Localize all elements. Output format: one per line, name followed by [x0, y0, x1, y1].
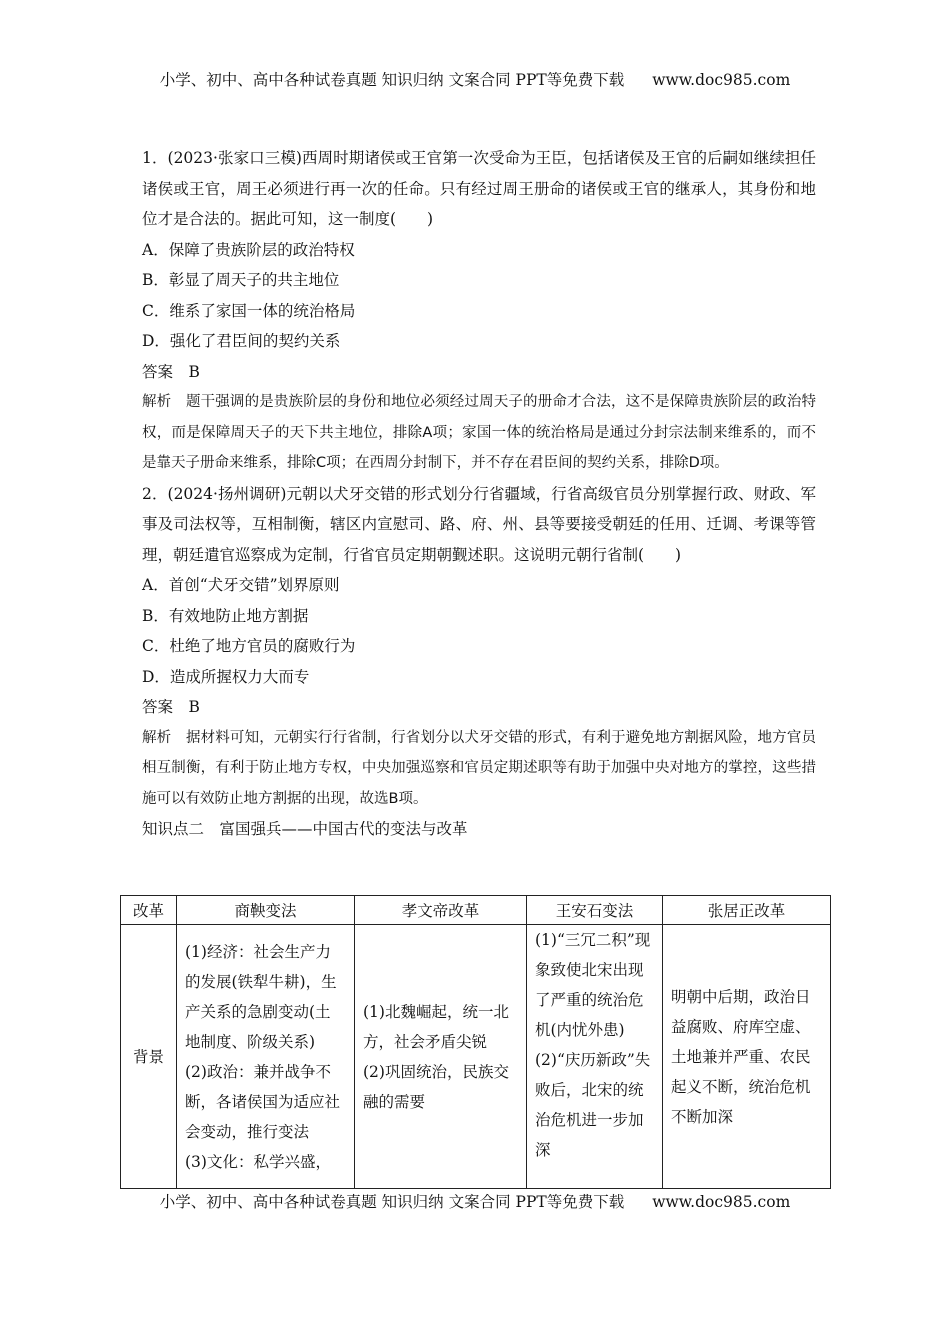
page-header [0, 68, 950, 90]
table-header-cell: 王安石变法 [527, 896, 663, 925]
table-cell: (1)北魏崛起，统一北方，社会矛盾尖锐 (2)巩固统治，民族交融的需要 [355, 925, 527, 1189]
question-1-stem: 1．(2023·张家口三模)西周时期诸侯或王官第一次受命为王臣，包括诸侯及王官的后嗣如继续担任诸侯或王官，周王必须进行再一次的任命。只有经过周王册命的诸侯或王官的继承人，其身份和地位才是合法的。据此可知，这一制度( ) [142, 149, 816, 228]
question-2-option-a: A．首创“犬牙交错”划界原则 [142, 576, 340, 594]
table-header-cell: 改革 [121, 896, 177, 925]
header-text: 小学、初中、高中各种试卷真题 知识归纳 文案合同 PPT等免费下载 [159, 71, 625, 89]
question-2-stem: 2．(2024·扬州调研)元朝以犬牙交错的形式划分行省疆域，行省高级官员分别掌握行政、财政、军事及司法权等，互相制衡，辖区内宣慰司、路、府、州、县等要接受朝廷的任用、迁调、考课等管理，朝廷遣官巡察成为定制，行省官员定期朝觐述职。这说明元朝行省制( ) [142, 484, 816, 564]
table-cell: 明朝中后期，政治日益腐败、府库空虚、土地兼并严重、农民起义不断，统治危机不断加深 [663, 925, 831, 1189]
question-1-answer: 答案 B [142, 362, 200, 381]
question-1-option-d: D．强化了君臣间的契约关系 [142, 332, 341, 350]
footer-site: www.doc985.com [652, 1193, 791, 1211]
question-1-option-c: C．维系了家国一体的统治格局 [142, 301, 356, 320]
page-footer [0, 1190, 950, 1212]
footer-text: 小学、初中、高中各种试卷真题 知识归纳 文案合同 PPT等免费下载 [159, 1193, 625, 1211]
table-row [121, 925, 831, 1189]
question-1-analysis: 解析 题干强调的是贵族阶层的身份和地位必须经过周天子的册命才合法，这不是保障贵族阶层的政治特权，而是保障周天子的天下共主地位，排除A项；家国一体的统治格局是通过分封宗法制来维系的，而不是靠天子册命来维系，排除C项；在西周分封制下，并不存在君臣间的契约关系，排除D项。 [142, 394, 816, 471]
question-2-answer: 答案 B [142, 698, 200, 716]
header-site: www.doc985.com [652, 71, 791, 89]
reform-comparison-table [120, 895, 831, 1189]
table-cell: (1)经济：社会生产力的发展(铁犁牛耕)，生产关系的急剧变动(土地制度、阶级关系) (2)政治：兼并战争不断，各诸侯国为适应社会变动，推行变法 (3)文化：私学兴盛， [177, 925, 355, 1189]
table-header-cell: 孝文帝改革 [355, 896, 527, 925]
knowledge-point-title: 知识点二 富国强兵——中国古代的变法与改革 [142, 820, 468, 838]
question-2-analysis: 解析 据材料可知，元朝实行行省制，行省划分以犬牙交错的形式，有利于避免地方割据风险，地方官员相互制衡，有利于防止地方专权，中央加强巡察和官员定期述职等有助于加强中央对地方的掌控，这些措施可以有效防止地方割据的出现，故选B项。 [142, 729, 816, 807]
table-header-row [121, 896, 831, 925]
main-content [142, 143, 816, 844]
question-1-option-b: B．彰显了周天子的共主地位 [142, 271, 340, 289]
table-row-label: 背景 [121, 925, 177, 1189]
table-header-cell: 张居正改革 [663, 896, 831, 925]
question-2-option-c: C．杜绝了地方官员的腐败行为 [142, 637, 356, 655]
table-cell: (1)“三冗二积”现象致使北宋出现了严重的统治危机(内忧外患) (2)“庆历新政”失败后，北宋的统治危机进一步加深 [527, 925, 663, 1189]
table-header-cell: 商鞅变法 [177, 896, 355, 925]
question-2-option-b: B．有效地防止地方割据 [142, 606, 309, 625]
question-1-option-a: A．保障了贵族阶层的政治特权 [142, 240, 355, 259]
question-2-option-d: D．造成所握权力大而专 [142, 667, 310, 686]
